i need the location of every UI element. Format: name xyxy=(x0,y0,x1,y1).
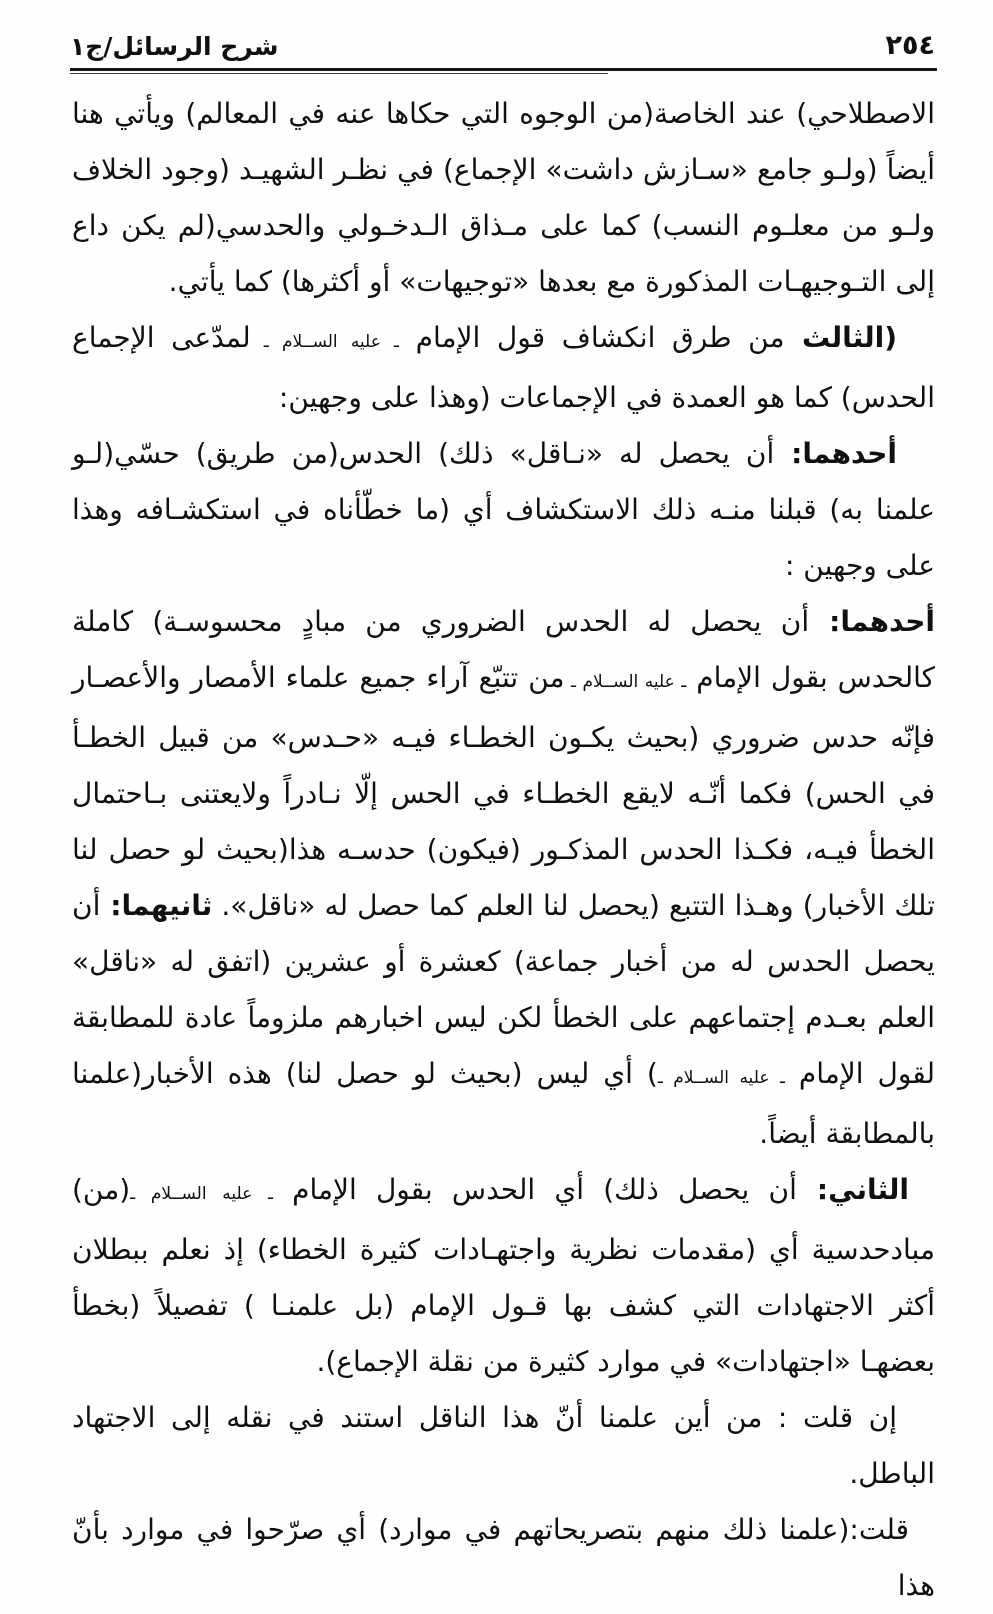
emphasis-text: أحدهما: xyxy=(809,605,935,638)
honorific-small-text: ـ عليه الســلام ـ xyxy=(130,1184,273,1204)
book-title: شرح الرسائل/ج١ xyxy=(70,32,279,61)
body-run: أن يحصل ذلك) أي الحدس بقول الإمام xyxy=(272,1173,797,1206)
emphasis-text: أحدهما: xyxy=(774,437,897,470)
body-run: من طرق انكشاف قول الإمام xyxy=(398,321,785,354)
body-run: أن يحصل الحدس له من أخبار جماعة) كعشرة أو عشرين (اتفق له «ناقل» العلم بعـدم إجتماعهم على الخطأ لكن ليس اخبارهم ملزوماً عادة للمطابقة لقول الإمام xyxy=(72,889,935,1090)
emphasis-text: (الثالث xyxy=(784,321,898,354)
body-run: لمدّعى الإجماع الحدس) كما هو العمدة في الإجماعات (وهذا على وجهين: xyxy=(72,321,935,414)
honorific-small-text: ـ عليه الســلام ـ xyxy=(657,1068,785,1088)
body-run: قلت:(علمنا ذلك منهم بتصريحاتهم في موارد) أي صرّحوا في موارد بأنّ هذا xyxy=(72,1513,935,1602)
body-run: إن قلت : من أين علمنا أنّ هذا الناقل استند في نقله إلى الاجتهاد الباطل. xyxy=(72,1401,935,1490)
paragraph xyxy=(72,1390,935,1502)
paragraph xyxy=(72,594,935,1162)
paragraph xyxy=(72,426,935,594)
paragraph xyxy=(72,1162,935,1390)
emphasis-text: ثانيهما: xyxy=(100,889,213,922)
paragraph xyxy=(72,1502,935,1614)
page-header xyxy=(0,0,993,65)
paragraph xyxy=(72,86,935,310)
honorific-small-text: ـ عليه الســلام ـ xyxy=(250,332,399,352)
body-run: أن يحصل له «نـاقل» ذلك) الحدس(من طريق) حسّي(لـو علمنا به) قبلنا منـه ذلك الاستكشاف أي (ما خطّأناه في استكشـافه وهذا على وجهين : xyxy=(72,437,935,582)
body-run: من تتبّع آراء جميع علماء الأمصار والأعصـار فإنّه حدس ضروري (بحيث يكـون الخطـاء فيـه «حـدس» من قبيل الخطـأ في الحس) فكما أنّـه لايقع الخطـاء في الحس إلّا نـادراً ولايعتنى بـاحتمال الخطأ فيـه، فكـذا الحدس المذكـور (فيكون) حدسـه هذا(بحيث لو حصل لنا تلك الأخبار) وهـذا التتبع (يحصل لنا العلم كما حصل له «ناقل». xyxy=(72,661,935,922)
body-text xyxy=(0,74,993,1614)
body-run: أن يحصل له الحدس الضروري من مبادٍ محسوسـة) كاملة كالحدس بقول الإمام xyxy=(72,605,935,694)
honorific-small-text: ـ عليه الســلام ـ xyxy=(564,672,687,692)
paragraph xyxy=(72,310,935,426)
body-run: (من) مبادحدسية أي (مقدمات نظرية واجتهـادات كثيرة الخطاء) إذ نعلم ببطلان أكثر الاجتهادات التي كشف بها قـول الإمام (بل علمنـا ) تفصيلاً (بخطأ بعضهـا «اجتهادات» في موارد كثيرة من نقلة الإجماع). xyxy=(72,1173,935,1378)
body-run: الاصطلاحي) عند الخاصة(من الوجوه التي حكاها عنه في المعالم) ويأتي هنا أيضاً (ولـو جامع «سـازش داشت» الإجماع) في نظـر الشهيـد (وجود الخلاف ولـو من معلـوم النسب) كما على مـذاق الـدخـولي والحدسي(لم يكن داع إلى التـوجيهـات المذكورة مع بعدها «توجيهات» أو أكثرها) كما يأتي. xyxy=(72,97,935,298)
body-run: ) أي ليس (بحيث لو حصل لنا) هذه الأخبار(علمنا بالمطابقة أيضاً. xyxy=(72,1057,935,1150)
page-number: ٢٥٤ xyxy=(885,30,935,61)
emphasis-text: الثاني: xyxy=(796,1173,910,1206)
